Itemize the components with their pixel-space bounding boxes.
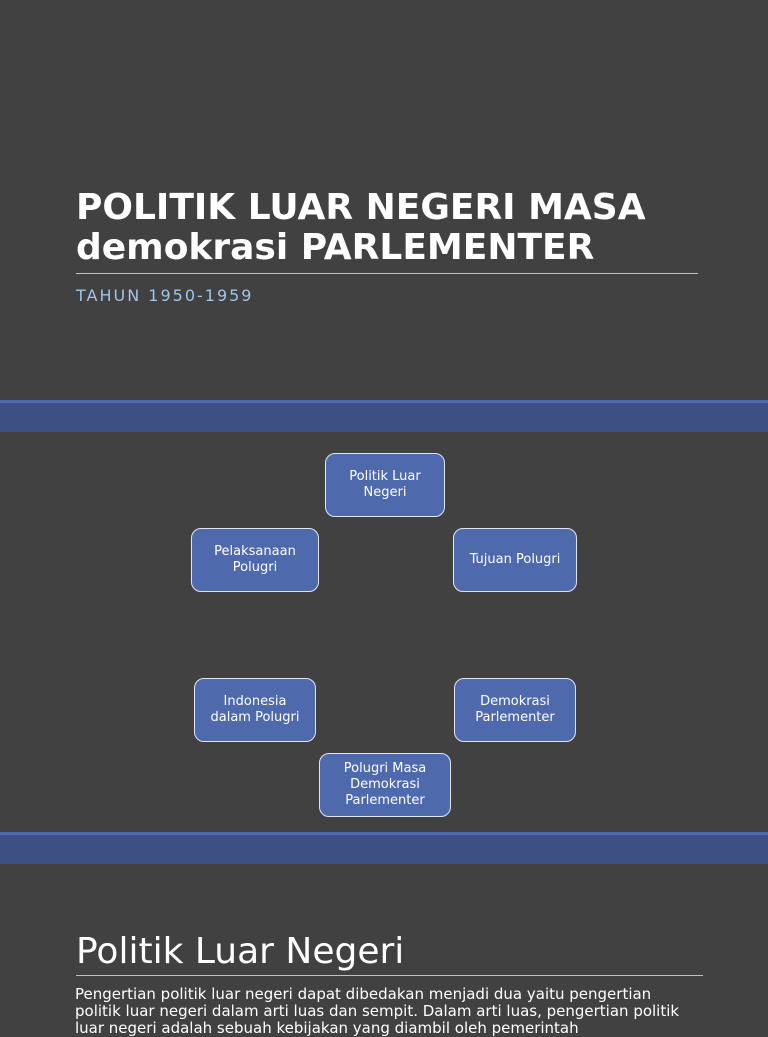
node-label-line: Negeri (363, 485, 407, 500)
node-label-line: Polugri (232, 560, 278, 575)
slide-title (76, 188, 716, 268)
cycle-node-polugri-masa-demokrasi-parlementer (319, 753, 451, 817)
cycle-node-indonesia-dalam-polugri (194, 678, 316, 742)
node-label-line: dalam Polugri (210, 710, 300, 725)
slide-separator (0, 400, 768, 432)
cycle-node-politik-luar-negeri (325, 453, 445, 517)
title-divider (76, 975, 703, 976)
slide-separator (0, 832, 768, 864)
cycle-node-demokrasi-parlementer (454, 678, 576, 742)
cycle-diagram-slide (0, 432, 768, 832)
node-label-line: Parlementer (345, 793, 425, 808)
slide-title-line-1: POLITIK LUAR NEGERI MASA (76, 187, 646, 228)
title-divider (76, 273, 698, 274)
content-slide-title: Politik Luar Negeri (76, 931, 405, 972)
node-label-line: Indonesia (223, 694, 287, 709)
node-label-line: Polugri Masa (343, 761, 427, 776)
slide-subtitle: TAHUN 1950-1959 (76, 286, 254, 305)
title-slide (0, 0, 768, 400)
node-label-line: Demokrasi (350, 777, 420, 792)
node-label-line: Pelaksanaan (214, 544, 296, 559)
node-label-line: Demokrasi (480, 694, 550, 709)
cycle-node-tujuan-polugri (453, 528, 577, 592)
cycle-node-pelaksanaan-polugri (191, 528, 319, 592)
node-label-line: Tujuan Polugri (469, 552, 561, 567)
content-slide (0, 864, 768, 1037)
node-label-line: Politik Luar (349, 469, 421, 484)
slide-title-line-2: demokrasi PARLEMENTER (76, 227, 595, 268)
node-label-line: Parlementer (475, 710, 555, 725)
content-slide-body: Pengertian politik luar negeri dapat dibedakan menjadi dua yaitu pengertian politik luar negeri dalam arti luas dan sempit. Dalam arti luas, pengertian politik luar negeri adalah sebuah kebijakan yang diambil oleh pemerintah (75, 985, 680, 1037)
